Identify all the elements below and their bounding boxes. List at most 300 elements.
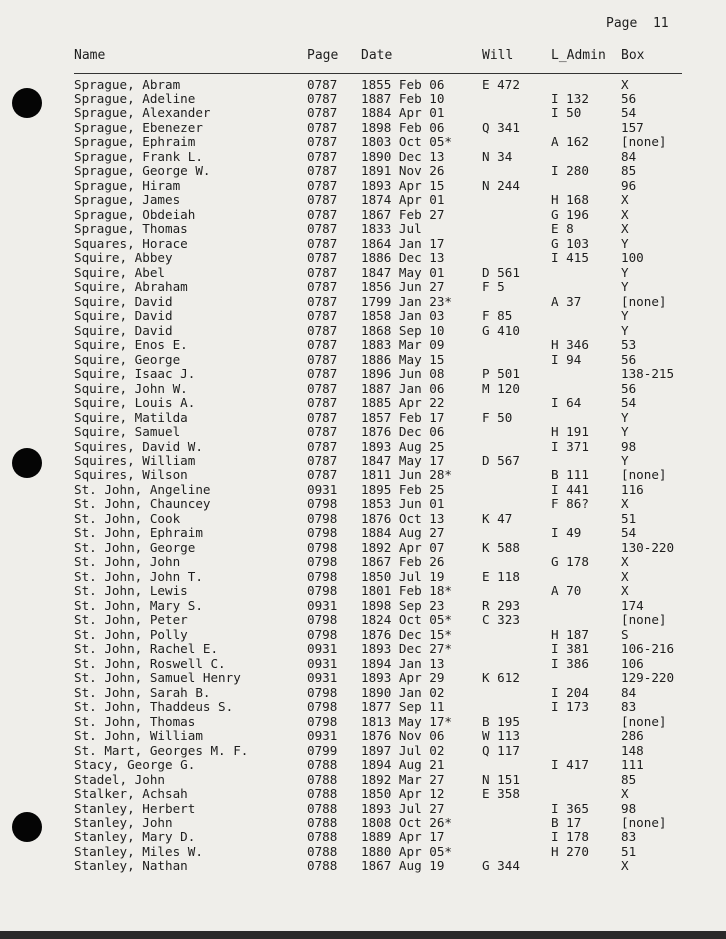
- cell-box: X: [621, 858, 629, 874]
- cell-admin: G 103: [551, 235, 589, 251]
- cell-box: 51: [621, 843, 637, 859]
- cell-page: 0788: [307, 800, 338, 816]
- cell-date: 1867 Aug 19: [361, 858, 445, 874]
- cell-date: 1867 Feb 26: [361, 554, 445, 570]
- cell-will: G 410: [482, 322, 520, 338]
- table-row: [0, 237, 726, 251]
- cell-admin: A 162: [551, 134, 589, 150]
- cell-will: E 472: [482, 76, 520, 92]
- table-row: [0, 541, 726, 555]
- cell-will: F 5: [482, 279, 505, 295]
- table-row: [0, 671, 726, 685]
- cell-date: 1891 Nov 26: [361, 163, 445, 179]
- cell-page: 0787: [307, 134, 338, 150]
- cell-will: F 85: [482, 308, 513, 324]
- cell-page: 0788: [307, 771, 338, 787]
- cell-page: 0798: [307, 684, 338, 700]
- cell-box: Y: [621, 264, 629, 280]
- cell-box: 130-220: [621, 539, 675, 555]
- table-row: [0, 135, 726, 149]
- cell-date: 1892 Apr 07: [361, 539, 445, 555]
- cell-page: 0787: [307, 206, 338, 222]
- cell-box: X: [621, 583, 629, 599]
- cell-date: 1876 Dec 06: [361, 424, 445, 440]
- cell-page: 0787: [307, 90, 338, 106]
- cell-date: 1889 Apr 17: [361, 829, 445, 845]
- cell-page: 0787: [307, 337, 338, 353]
- table-row: [0, 758, 726, 772]
- cell-date: 1858 Jan 03: [361, 308, 445, 324]
- cell-box: 111: [621, 757, 644, 773]
- cell-page: 0787: [307, 380, 338, 396]
- cell-page: 0787: [307, 177, 338, 193]
- cell-will: D 561: [482, 264, 520, 280]
- cell-date: 1887 Feb 10: [361, 90, 445, 106]
- cell-name: Sprague, James: [74, 192, 181, 208]
- cell-box: 106-216: [621, 641, 675, 657]
- cell-date: 1892 Mar 27: [361, 771, 445, 787]
- cell-date: 1894 Aug 21: [361, 757, 445, 773]
- cell-box: 56: [621, 380, 637, 396]
- cell-date: 1893 Dec 27*: [361, 641, 452, 657]
- cell-admin: I 64: [551, 395, 582, 411]
- cell-will: Q 117: [482, 742, 520, 758]
- cell-admin: A 70: [551, 583, 582, 599]
- cell-name: Sprague, Ebenezer: [74, 119, 203, 135]
- cell-box: 84: [621, 148, 637, 164]
- cell-page: 0931: [307, 641, 338, 657]
- page-number: [606, 16, 669, 31]
- cell-will: Q 341: [482, 119, 520, 135]
- cell-admin: H 346: [551, 337, 589, 353]
- cell-page: 0931: [307, 655, 338, 671]
- cell-page: 0787: [307, 250, 338, 266]
- cell-box: 85: [621, 163, 637, 179]
- cell-name: Squire, Abraham: [74, 279, 188, 295]
- cell-name: St. John, Cook: [74, 510, 181, 526]
- cell-admin: G 178: [551, 554, 589, 570]
- cell-date: 1893 Apr 29: [361, 670, 445, 686]
- cell-page: 0798: [307, 612, 338, 628]
- cell-name: Squire, Enos E.: [74, 337, 188, 353]
- cell-will: N 151: [482, 771, 520, 787]
- cell-admin: I 386: [551, 655, 589, 671]
- header-name: Name: [74, 48, 106, 63]
- cell-box: 84: [621, 684, 637, 700]
- cell-box: Y: [621, 235, 629, 251]
- cell-box: X: [621, 786, 629, 802]
- cell-will: F 50: [482, 409, 513, 425]
- cell-page: 0787: [307, 148, 338, 164]
- cell-box: X: [621, 76, 629, 92]
- cell-date: 1898 Feb 06: [361, 119, 445, 135]
- table-row: [0, 411, 726, 425]
- cell-page: 0787: [307, 119, 338, 135]
- cell-admin: I 365: [551, 800, 589, 816]
- table-row: [0, 150, 726, 164]
- table-row: [0, 367, 726, 381]
- table-row: [0, 830, 726, 844]
- cell-page: 0787: [307, 351, 338, 367]
- cell-name: Sprague, Adeline: [74, 90, 196, 106]
- cell-admin: I 417: [551, 757, 589, 773]
- cell-name: Stanley, Nathan: [74, 858, 188, 874]
- cell-box: X: [621, 192, 629, 208]
- cell-date: 1811 Jun 28*: [361, 467, 452, 483]
- page-number-value: 11: [652, 16, 669, 31]
- cell-name: St. John, Roswell C.: [74, 655, 226, 671]
- cell-admin: I 94: [551, 351, 582, 367]
- cell-page: 0787: [307, 322, 338, 338]
- cell-date: 1874 Apr 01: [361, 192, 445, 208]
- cell-date: 1847 May 17: [361, 452, 445, 468]
- cell-will: D 567: [482, 452, 520, 468]
- cell-will: K 47: [482, 510, 513, 526]
- cell-date: 1855 Feb 06: [361, 76, 445, 92]
- cell-admin: E 8: [551, 221, 574, 237]
- table-row: [0, 686, 726, 700]
- table-row: [0, 295, 726, 309]
- cell-date: 1850 Jul 19: [361, 568, 445, 584]
- cell-name: Stanley, Mary D.: [74, 829, 196, 845]
- cell-page: 0798: [307, 525, 338, 541]
- cell-page: 0798: [307, 713, 338, 729]
- cell-admin: H 191: [551, 424, 589, 440]
- cell-date: 1876 Nov 06: [361, 728, 445, 744]
- scan-edge: [0, 931, 726, 939]
- cell-box: [none]: [621, 814, 667, 830]
- cell-name: Stalker, Achsah: [74, 786, 188, 802]
- table-row: [0, 353, 726, 367]
- cell-page: 0787: [307, 221, 338, 237]
- table-row: [0, 266, 726, 280]
- table-row: [0, 251, 726, 265]
- cell-name: Sprague, Alexander: [74, 105, 211, 121]
- cell-page: 0798: [307, 496, 338, 512]
- cell-name: Sprague, Hiram: [74, 177, 181, 193]
- cell-page: 0787: [307, 438, 338, 454]
- cell-name: St. John, Lewis: [74, 583, 188, 599]
- cell-date: 1847 May 01: [361, 264, 445, 280]
- table-row: [0, 642, 726, 656]
- cell-box: X: [621, 496, 629, 512]
- cell-name: Sprague, Ephraim: [74, 134, 196, 150]
- cell-page: 0787: [307, 395, 338, 411]
- cell-date: 1885 Apr 22: [361, 395, 445, 411]
- table-row: [0, 729, 726, 743]
- cell-name: Squire, David: [74, 322, 173, 338]
- cell-will: N 244: [482, 177, 520, 193]
- cell-admin: B 17: [551, 814, 582, 830]
- table-row: [0, 121, 726, 135]
- cell-box: Y: [621, 409, 629, 425]
- cell-box: 106: [621, 655, 644, 671]
- table-row: [0, 715, 726, 729]
- table-row: [0, 700, 726, 714]
- table-row: [0, 440, 726, 454]
- cell-date: 1898 Sep 23: [361, 597, 445, 613]
- cell-box: 54: [621, 105, 637, 121]
- cell-page: 0788: [307, 814, 338, 830]
- table-row: [0, 512, 726, 526]
- cell-name: St. John, John: [74, 554, 181, 570]
- table-row: [0, 657, 726, 671]
- cell-date: 1896 Jun 08: [361, 366, 445, 382]
- cell-admin: A 37: [551, 293, 582, 309]
- cell-page: 0788: [307, 858, 338, 874]
- cell-date: 1893 Apr 15: [361, 177, 445, 193]
- cell-name: St. John, Ephraim: [74, 525, 203, 541]
- cell-box: X: [621, 221, 629, 237]
- cell-name: Squire, George: [74, 351, 181, 367]
- table-row: [0, 222, 726, 236]
- cell-name: Squire, Abel: [74, 264, 165, 280]
- cell-date: 1799 Jan 23*: [361, 293, 452, 309]
- table-row: [0, 599, 726, 613]
- cell-date: 1893 Jul 27: [361, 800, 445, 816]
- cell-admin: I 381: [551, 641, 589, 657]
- cell-date: 1808 Oct 26*: [361, 814, 452, 830]
- cell-name: Squire, Samuel: [74, 424, 181, 440]
- cell-name: St. John, Thaddeus S.: [74, 699, 234, 715]
- cell-box: 157: [621, 119, 644, 135]
- table-row: [0, 468, 726, 482]
- cell-name: Stadel, John: [74, 771, 165, 787]
- cell-will: G 344: [482, 858, 520, 874]
- cell-page: 0788: [307, 757, 338, 773]
- punch-hole: [12, 812, 42, 842]
- cell-box: 83: [621, 699, 637, 715]
- cell-date: 1850 Apr 12: [361, 786, 445, 802]
- cell-date: 1801 Feb 18*: [361, 583, 452, 599]
- cell-box: 54: [621, 395, 637, 411]
- cell-name: Stanley, Miles W.: [74, 843, 203, 859]
- cell-box: 96: [621, 177, 637, 193]
- cell-box: Y: [621, 452, 629, 468]
- cell-page: 0787: [307, 467, 338, 483]
- cell-admin: I 50: [551, 105, 582, 121]
- cell-date: 1868 Sep 10: [361, 322, 445, 338]
- cell-date: 1864 Jan 17: [361, 235, 445, 251]
- cell-admin: H 187: [551, 626, 589, 642]
- cell-page: 0931: [307, 597, 338, 613]
- table-row: [0, 584, 726, 598]
- cell-box: 53: [621, 337, 637, 353]
- cell-name: St. John, Thomas: [74, 713, 196, 729]
- table-row: [0, 859, 726, 873]
- table-row: [0, 193, 726, 207]
- cell-box: Y: [621, 322, 629, 338]
- cell-box: 138-215: [621, 366, 675, 382]
- cell-page: 0798: [307, 510, 338, 526]
- cell-name: St. John, Sarah B.: [74, 684, 211, 700]
- cell-page: 0787: [307, 105, 338, 121]
- cell-will: E 358: [482, 786, 520, 802]
- cell-date: 1880 Apr 05*: [361, 843, 452, 859]
- cell-page: 0798: [307, 583, 338, 599]
- table-row: [0, 628, 726, 642]
- cell-name: Sprague, Frank L.: [74, 148, 203, 164]
- header-rule: [74, 73, 682, 74]
- cell-will: E 118: [482, 568, 520, 584]
- cell-page: 0787: [307, 235, 338, 251]
- table-row: [0, 324, 726, 338]
- cell-name: Stanley, Herbert: [74, 800, 196, 816]
- cell-date: 1876 Dec 15*: [361, 626, 452, 642]
- cell-page: 0787: [307, 293, 338, 309]
- header-box: Box: [621, 48, 645, 63]
- table-row: [0, 483, 726, 497]
- cell-page: 0787: [307, 452, 338, 468]
- cell-name: St. John, Peter: [74, 612, 188, 628]
- cell-date: 1867 Feb 27: [361, 206, 445, 222]
- cell-name: St. John, John T.: [74, 568, 203, 584]
- cell-admin: I 132: [551, 90, 589, 106]
- cell-name: Sprague, Obdeiah: [74, 206, 196, 222]
- cell-box: 100: [621, 250, 644, 266]
- cell-name: Stanley, John: [74, 814, 173, 830]
- cell-page: 0787: [307, 366, 338, 382]
- punch-hole: [12, 448, 42, 478]
- cell-page: 0787: [307, 424, 338, 440]
- cell-name: Squires, Wilson: [74, 467, 188, 483]
- cell-admin: H 168: [551, 192, 589, 208]
- cell-box: [none]: [621, 467, 667, 483]
- cell-box: 116: [621, 481, 644, 497]
- cell-admin: I 371: [551, 438, 589, 454]
- cell-date: 1890 Jan 02: [361, 684, 445, 700]
- cell-date: 1883 Mar 09: [361, 337, 445, 353]
- cell-page: 0798: [307, 699, 338, 715]
- page-number-label: Page: [606, 16, 638, 31]
- cell-name: St. John, Chauncey: [74, 496, 211, 512]
- cell-box: Y: [621, 424, 629, 440]
- table-row: [0, 106, 726, 120]
- punch-hole: [12, 88, 42, 118]
- cell-name: St. John, Samuel Henry: [74, 670, 241, 686]
- cell-box: 51: [621, 510, 637, 526]
- header-will: Will: [482, 48, 514, 63]
- table-row: [0, 92, 726, 106]
- cell-admin: I 49: [551, 525, 582, 541]
- cell-date: 1893 Aug 25: [361, 438, 445, 454]
- cell-name: St. John, Angeline: [74, 481, 211, 497]
- table-row: [0, 802, 726, 816]
- cell-date: 1884 Apr 01: [361, 105, 445, 121]
- header-page: Page: [307, 48, 339, 63]
- cell-name: St. John, Mary S.: [74, 597, 203, 613]
- cell-page: 0787: [307, 76, 338, 92]
- cell-date: 1884 Aug 27: [361, 525, 445, 541]
- cell-box: 56: [621, 90, 637, 106]
- cell-box: X: [621, 206, 629, 222]
- cell-box: [none]: [621, 612, 667, 628]
- cell-date: 1887 Jan 06: [361, 380, 445, 396]
- table-row: [0, 555, 726, 569]
- cell-admin: G 196: [551, 206, 589, 222]
- cell-name: Squire, David: [74, 308, 173, 324]
- cell-box: 85: [621, 771, 637, 787]
- cell-name: Squire, David: [74, 293, 173, 309]
- cell-will: R 293: [482, 597, 520, 613]
- cell-page: 0798: [307, 554, 338, 570]
- cell-will: P 501: [482, 366, 520, 382]
- cell-will: N 34: [482, 148, 513, 164]
- cell-box: Y: [621, 308, 629, 324]
- cell-name: St. John, Rachel E.: [74, 641, 219, 657]
- cell-page: 0798: [307, 568, 338, 584]
- cell-name: Squire, Abbey: [74, 250, 173, 266]
- cell-name: Squire, Matilda: [74, 409, 188, 425]
- table-row: [0, 208, 726, 222]
- cell-admin: I 441: [551, 481, 589, 497]
- cell-admin: I 280: [551, 163, 589, 179]
- cell-page: 0788: [307, 843, 338, 859]
- cell-box: 286: [621, 728, 644, 744]
- cell-name: Squire, Isaac J.: [74, 366, 196, 382]
- cell-will: M 120: [482, 380, 520, 396]
- cell-box: 83: [621, 829, 637, 845]
- cell-date: 1897 Jul 02: [361, 742, 445, 758]
- cell-date: 1886 May 15: [361, 351, 445, 367]
- header-admin: L_Admin: [551, 48, 606, 63]
- cell-page: 0787: [307, 409, 338, 425]
- cell-date: 1886 Dec 13: [361, 250, 445, 266]
- cell-page: 0931: [307, 728, 338, 744]
- cell-admin: F 86?: [551, 496, 589, 512]
- cell-page: 0788: [307, 829, 338, 845]
- cell-page: 0798: [307, 626, 338, 642]
- table-row: [0, 787, 726, 801]
- cell-box: [none]: [621, 713, 667, 729]
- cell-page: 0931: [307, 670, 338, 686]
- cell-name: St. John, William: [74, 728, 203, 744]
- cell-box: 174: [621, 597, 644, 613]
- table-row: [0, 280, 726, 294]
- cell-date: 1824 Oct 05*: [361, 612, 452, 628]
- cell-name: Squire, Louis A.: [74, 395, 196, 411]
- header-date: Date: [361, 48, 393, 63]
- cell-page: 0787: [307, 264, 338, 280]
- cell-box: [none]: [621, 293, 667, 309]
- cell-box: 56: [621, 351, 637, 367]
- cell-box: 129-220: [621, 670, 675, 686]
- cell-box: X: [621, 554, 629, 570]
- cell-date: 1813 May 17*: [361, 713, 452, 729]
- cell-date: 1894 Jan 13: [361, 655, 445, 671]
- cell-box: 98: [621, 438, 637, 454]
- cell-date: 1853 Jun 01: [361, 496, 445, 512]
- cell-page: 0787: [307, 163, 338, 179]
- table-row: [0, 570, 726, 584]
- table-row: [0, 497, 726, 511]
- table-row: [0, 526, 726, 540]
- cell-will: K 612: [482, 670, 520, 686]
- cell-date: 1877 Sep 11: [361, 699, 445, 715]
- cell-admin: I 415: [551, 250, 589, 266]
- table-row: [0, 613, 726, 627]
- cell-page: 0787: [307, 279, 338, 295]
- table-row: [0, 744, 726, 758]
- cell-name: St. John, George: [74, 539, 196, 555]
- cell-admin: I 173: [551, 699, 589, 715]
- cell-box: Y: [621, 279, 629, 295]
- table-row: [0, 773, 726, 787]
- cell-admin: H 270: [551, 843, 589, 859]
- cell-page: 0788: [307, 786, 338, 802]
- cell-name: Sprague, Thomas: [74, 221, 188, 237]
- cell-name: Squares, Horace: [74, 235, 188, 251]
